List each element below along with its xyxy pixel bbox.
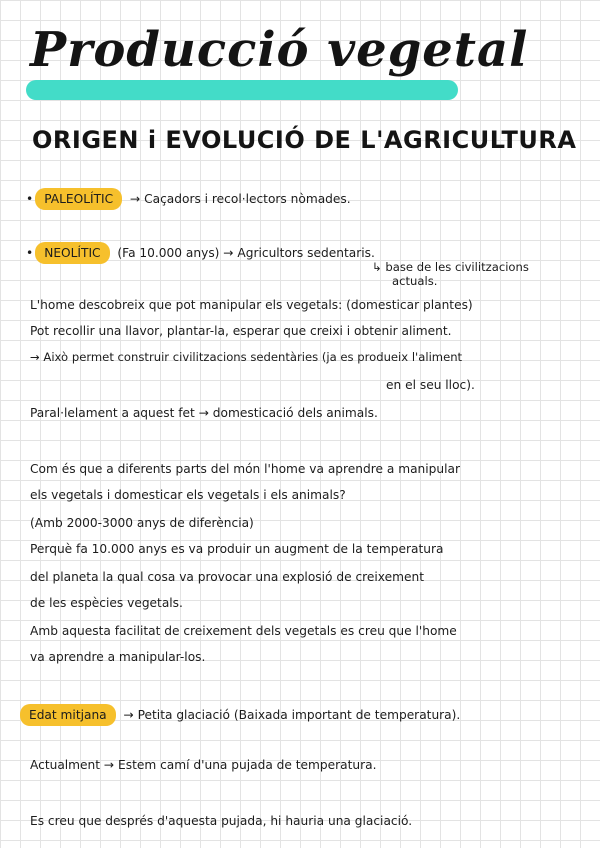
page-title: Producció vegetal xyxy=(30,22,529,78)
question-line-2: els vegetals i domesticar els vegetals i els animals? xyxy=(30,488,346,502)
actualment-line: Actualment → Estem camí d'una pujada de temperatura. xyxy=(30,758,377,772)
neolitic-sub-1: ↳ base de les civilitzacions xyxy=(372,260,529,274)
question-line-1: Com és que a diferents parts del món l'home va aprendre a manipular xyxy=(30,462,460,476)
neolitic-line xyxy=(26,242,375,264)
bullet: • xyxy=(26,246,34,260)
edat-mitjana-line xyxy=(20,704,460,726)
body-line-2: Pot recollir una llavor, plantar-la, esperar que creixi i obtenir aliment. xyxy=(30,324,452,338)
paleolitic-line xyxy=(26,188,351,210)
question-line-7: Amb aquesta facilitat de creixement dels vegetals es creu que l'home xyxy=(30,624,457,638)
final-line: Es creu que després d'aquesta pujada, hi hauria una glaciació. xyxy=(30,814,413,828)
neolitic-badge: NEOLÍTIC xyxy=(35,242,109,264)
title-highlight-band xyxy=(26,80,458,100)
bullet: • xyxy=(26,192,34,206)
body-line-4: en el seu lloc). xyxy=(386,378,475,392)
edat-mitjana-badge: Edat mitjana xyxy=(20,704,116,726)
neolitic-sub-2: actuals. xyxy=(392,274,438,288)
question-line-3: (Amb 2000-3000 anys de diferència) xyxy=(30,516,254,530)
paleolitic-text: → Caçadors i recol·lectors nòmades. xyxy=(130,192,351,206)
question-line-8: va aprendre a manipular-los. xyxy=(30,650,206,664)
question-line-5: del planeta la qual cosa va provocar una explosió de creixement xyxy=(30,570,424,584)
neolitic-text: (Fa 10.000 anys) → Agricultors sedentaris. xyxy=(117,246,375,260)
question-line-6: de les espècies vegetals. xyxy=(30,596,183,610)
question-line-4: Perquè fa 10.000 anys es va produir un augment de la temperatura xyxy=(30,542,444,556)
body-line-5: Paral·lelament a aquest fet → domesticació dels animals. xyxy=(30,406,378,420)
body-line-1: L'home descobreix que pot manipular els vegetals: (domesticar plantes) xyxy=(30,298,473,312)
body-line-3: → Això permet construir civilitzacions sedentàries (ja es produeix l'aliment xyxy=(30,350,463,364)
section-heading: ORIGEN i EVOLUCIÓ DE L'AGRICULTURA xyxy=(32,126,577,154)
paleolitic-badge: PALEOLÍTIC xyxy=(35,188,122,210)
edat-mitjana-text: → Petita glaciació (Baixada important de temperatura). xyxy=(123,708,461,722)
